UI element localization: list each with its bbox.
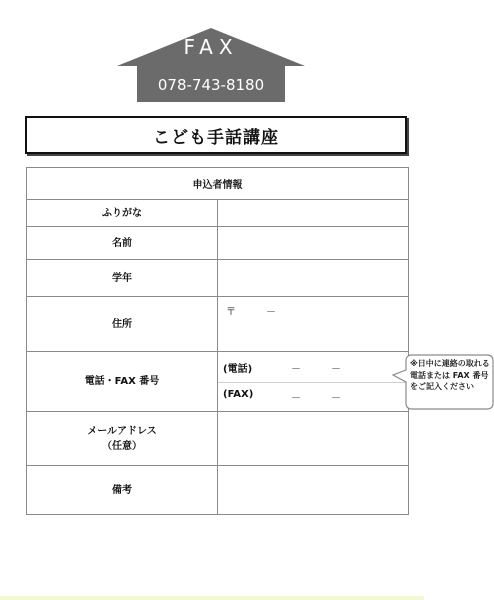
fax-number: 078-743-8180 (157, 76, 265, 94)
note-bubble (390, 354, 494, 410)
note-bubble-text: ※日中に連絡の取れる電話または FAX 番号をご記入ください (410, 359, 490, 391)
phone-dash-2: － (331, 364, 341, 375)
furigana-label: ふりがな (27, 200, 218, 227)
phone-fax-field[interactable] (218, 352, 490, 412)
fax-label: FAX (183, 35, 239, 59)
notes-field[interactable] (218, 466, 409, 515)
page-title: こども手話講座 (25, 116, 407, 154)
postal-code-line (226, 303, 276, 318)
application-form (26, 167, 490, 515)
postal-mark: 〒 (226, 307, 236, 318)
phone-line (223, 360, 341, 375)
email-label-main: メールアドレス (87, 425, 157, 437)
fax-dash-1: － (291, 393, 301, 404)
address-label: 住所 (27, 297, 218, 352)
email-label-optional: （任意） (102, 440, 142, 452)
notes-label: 備考 (27, 466, 218, 515)
phone-divider (218, 382, 408, 383)
name-label: 名前 (27, 227, 218, 260)
bottom-strip (0, 596, 424, 600)
phone-label: (電話) (223, 364, 253, 375)
name-field[interactable] (218, 227, 409, 260)
phone-dash-1: － (291, 364, 301, 375)
phone-fax-label: 電話・FAX 番号 (27, 352, 218, 412)
fax-line (223, 389, 341, 404)
grade-field[interactable] (218, 260, 409, 297)
email-field[interactable] (218, 412, 409, 466)
email-label (27, 412, 218, 466)
fax-line-label: (FAX) (223, 389, 254, 400)
address-field[interactable] (218, 297, 409, 352)
fax-dash-2: － (331, 393, 341, 404)
fax-header (117, 28, 305, 102)
postal-dash: － (266, 307, 276, 318)
furigana-field[interactable] (218, 200, 409, 227)
section-header: 申込者情報 (27, 168, 409, 200)
grade-label: 学年 (27, 260, 218, 297)
